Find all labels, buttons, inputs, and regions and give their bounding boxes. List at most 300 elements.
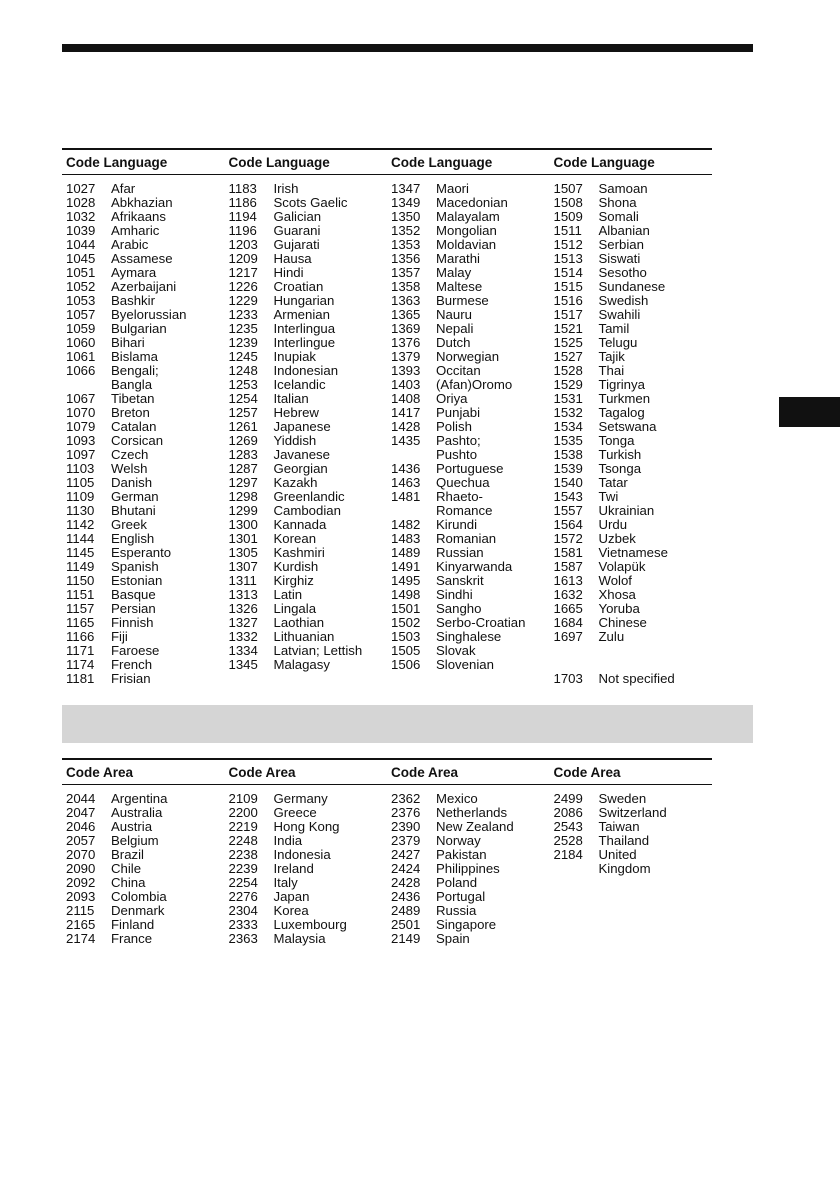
code-cell: 1305 [228, 545, 258, 560]
code-cell: 2362 [391, 791, 421, 806]
code-cell: 1060 [66, 335, 96, 350]
name-cell [599, 658, 713, 672]
name-cell: Tatar [598, 475, 628, 490]
name-cell: Bengali; [111, 363, 159, 378]
table-row [62, 616, 225, 630]
table-row [550, 672, 713, 686]
code-cell: 1181 [66, 671, 95, 686]
table-row [225, 350, 388, 364]
table-row [62, 266, 225, 280]
name-cell: Lithuanian [273, 629, 335, 644]
table-row [225, 820, 388, 834]
code-cell: 2543 [553, 819, 583, 834]
name-cell: Bhutani [111, 503, 156, 518]
header-cell: Code Area [553, 764, 621, 780]
code-cell: 1521 [553, 321, 583, 336]
code-cell: 1529 [553, 377, 583, 392]
name-cell: Philippines [436, 861, 500, 876]
name-cell: Moldavian [436, 237, 497, 252]
name-cell: Italian [273, 391, 309, 406]
code-cell: 1495 [391, 573, 421, 588]
table-row [387, 364, 550, 378]
code-cell: 2499 [553, 791, 583, 806]
name-cell: Uzbek [598, 531, 636, 546]
name-cell: Siswati [598, 251, 641, 266]
table-row [225, 904, 388, 918]
name-cell: Lingala [273, 601, 317, 616]
code-cell: 1301 [228, 531, 258, 546]
code-cell: 1298 [228, 489, 258, 504]
name-cell: Slovak [436, 643, 476, 658]
code-cell: 1376 [391, 335, 421, 350]
name-cell: Kashmiri [273, 545, 325, 560]
name-cell: Vietnamese [598, 545, 668, 560]
code-cell: 1269 [228, 433, 258, 448]
table-row [62, 658, 225, 672]
code-cell: 1194 [228, 209, 257, 224]
code-cell: 1332 [228, 629, 258, 644]
table-row [225, 588, 388, 602]
name-cell: Scots Gaelic [273, 195, 348, 210]
code-cell: 1527 [553, 349, 583, 364]
code-cell: 1697 [553, 629, 583, 644]
table-row [225, 644, 388, 658]
code-cell: 1027 [66, 181, 96, 196]
table-row [550, 280, 713, 294]
name-cell: Tsonga [598, 461, 642, 476]
code-cell: 1144 [66, 531, 95, 546]
code-cell: 1196 [228, 223, 257, 238]
section-tab-marker [779, 397, 840, 427]
code-cell: 1508 [553, 195, 583, 210]
name-cell: Hungarian [273, 293, 335, 308]
code-cell: 1528 [553, 363, 583, 378]
table-row [550, 518, 713, 532]
name-cell: Telugu [598, 335, 638, 350]
name-cell: German [111, 489, 159, 504]
code-cell: 2174 [66, 931, 96, 946]
table-row [550, 196, 713, 210]
table-header [62, 150, 712, 174]
table-row [225, 862, 388, 876]
code-cell: 1165 [66, 615, 95, 630]
code-cell: 1257 [228, 405, 258, 420]
table-row [225, 322, 388, 336]
table-row [225, 602, 388, 616]
code-cell: 1166 [66, 629, 95, 644]
code-cell: 1511 [553, 223, 582, 238]
name-cell: Denmark [111, 903, 165, 918]
code-cell: 1051 [66, 265, 96, 280]
code-cell: 1417 [391, 405, 421, 420]
name-cell: Somali [598, 209, 639, 224]
table-row [550, 806, 713, 820]
code-cell: 1149 [66, 559, 95, 574]
code-cell [62, 378, 111, 392]
table-row [387, 904, 550, 918]
table-row [387, 932, 550, 946]
code-cell: 2254 [228, 875, 258, 890]
name-cell: Inupiak [273, 349, 317, 364]
table-row [387, 644, 550, 658]
table-row [225, 918, 388, 932]
name-cell: Indonesia [273, 847, 331, 862]
table-row [225, 834, 388, 848]
name-cell: Romance [436, 503, 493, 518]
table-body [62, 175, 712, 686]
table-column [387, 182, 550, 686]
section-band [62, 705, 753, 743]
name-cell: Japanese [273, 419, 331, 434]
code-cell: 1103 [66, 461, 95, 476]
name-cell: Abkhazian [111, 195, 173, 210]
code-cell: 1109 [66, 489, 95, 504]
code-cell: 1105 [66, 475, 95, 490]
name-cell: Russia [436, 903, 477, 918]
table-column [225, 182, 388, 686]
table-row [225, 252, 388, 266]
name-cell: Tagalog [598, 405, 645, 420]
table-row [550, 574, 713, 588]
table-column [387, 792, 550, 946]
table-row [225, 280, 388, 294]
code-cell: 2304 [228, 903, 258, 918]
table-row [387, 490, 550, 504]
table-header [62, 760, 712, 784]
table-row [225, 476, 388, 490]
code-cell: 1393 [391, 363, 421, 378]
table-row [387, 210, 550, 224]
code-cell: 2248 [228, 833, 258, 848]
code-cell: 1379 [391, 349, 421, 364]
name-cell: Sundanese [598, 279, 666, 294]
code-cell: 1436 [391, 461, 421, 476]
code-cell: 1501 [391, 601, 421, 616]
table-row [225, 308, 388, 322]
table-column [62, 792, 225, 946]
language-code-table [62, 148, 712, 686]
code-cell: 1233 [228, 307, 258, 322]
table-row [62, 462, 225, 476]
code-cell: 1061 [66, 349, 96, 364]
name-cell: (Afan)Oromo [436, 377, 513, 392]
code-cell: 2046 [66, 819, 96, 834]
name-cell: Norwegian [436, 349, 500, 364]
table-row [62, 224, 225, 238]
code-cell: 2424 [391, 861, 421, 876]
code-cell: 1079 [66, 419, 96, 434]
table-row [225, 224, 388, 238]
name-cell: Kurdish [273, 559, 319, 574]
code-cell: 1299 [228, 503, 258, 518]
name-cell: Javanese [273, 447, 330, 462]
name-cell: Kazakh [273, 475, 318, 490]
name-cell: Nepali [436, 321, 474, 336]
name-cell: Greece [273, 805, 317, 820]
table-row [62, 672, 225, 686]
name-cell: Yoruba [598, 601, 640, 616]
table-row [550, 504, 713, 518]
name-cell: Amharic [111, 223, 160, 238]
name-cell: Latin [273, 587, 303, 602]
table-row [62, 532, 225, 546]
code-cell: 1253 [228, 377, 258, 392]
table-row [550, 602, 713, 616]
table-row [62, 364, 225, 378]
code-cell [550, 862, 599, 876]
table-row [387, 890, 550, 904]
name-cell: Hausa [273, 251, 312, 266]
code-cell: 2093 [66, 889, 96, 904]
table-row [387, 820, 550, 834]
name-cell: Ireland [273, 861, 314, 876]
code-cell: 1684 [553, 615, 583, 630]
table-row [387, 918, 550, 932]
header-cell: Code Language [553, 154, 655, 170]
code-cell: 1044 [66, 237, 96, 252]
code-cell: 1509 [553, 209, 583, 224]
name-cell: Setswana [598, 419, 657, 434]
name-cell: Azerbaijani [111, 279, 177, 294]
table-column [62, 182, 225, 686]
name-cell: China [111, 875, 146, 890]
code-cell: 1239 [228, 335, 258, 350]
code-cell: 2219 [228, 819, 258, 834]
name-cell: Fiji [111, 629, 128, 644]
code-cell: 1481 [391, 489, 421, 504]
table-row [225, 294, 388, 308]
name-cell: Australia [111, 805, 163, 820]
code-cell: 1514 [553, 265, 583, 280]
name-cell: Swedish [598, 293, 649, 308]
table-column [550, 182, 713, 686]
table-row [387, 406, 550, 420]
code-cell: 2276 [228, 889, 258, 904]
table-row [387, 266, 550, 280]
table-row [62, 806, 225, 820]
name-cell: Welsh [111, 461, 148, 476]
code-cell: 1097 [66, 447, 96, 462]
code-cell: 1535 [553, 433, 583, 448]
name-cell: Wolof [598, 573, 632, 588]
table-row [62, 490, 225, 504]
name-cell: Byelorussian [111, 307, 187, 322]
name-cell: Tonga [598, 433, 635, 448]
code-cell: 1538 [553, 447, 583, 462]
table-row [62, 904, 225, 918]
code-cell: 1703 [553, 671, 583, 686]
header-cell: Code Language [228, 154, 330, 170]
code-cell: 1350 [391, 209, 421, 224]
name-cell: Urdu [598, 517, 628, 532]
code-cell: 1505 [391, 643, 421, 658]
code-cell: 2165 [66, 917, 96, 932]
table-row [387, 616, 550, 630]
table-row [550, 392, 713, 406]
table-row [550, 560, 713, 574]
code-cell: 1217 [228, 265, 258, 280]
code-cell: 1532 [553, 405, 583, 420]
table-row [550, 350, 713, 364]
name-cell: Armenian [273, 307, 330, 322]
table-body [62, 785, 712, 946]
name-cell: Singapore [436, 917, 497, 932]
table-row [387, 322, 550, 336]
code-cell: 2086 [553, 805, 583, 820]
name-cell: Malayalam [436, 209, 500, 224]
code-cell [550, 644, 599, 658]
table-row [387, 574, 550, 588]
name-cell: Norway [436, 833, 481, 848]
name-cell: Polish [436, 419, 472, 434]
table-row [387, 630, 550, 644]
name-cell: Basque [111, 587, 156, 602]
table-row [225, 196, 388, 210]
header-cell: Code Language [391, 154, 493, 170]
name-cell: Georgian [273, 461, 328, 476]
table-row [550, 322, 713, 336]
table-row [62, 420, 225, 434]
code-cell: 1358 [391, 279, 421, 294]
code-cell: 1428 [391, 419, 421, 434]
code-cell: 1067 [66, 391, 96, 406]
table-row [225, 560, 388, 574]
name-cell: Twi [598, 489, 619, 504]
table-row [387, 588, 550, 602]
code-cell: 1248 [228, 363, 258, 378]
name-cell: Zulu [598, 629, 625, 644]
code-cell: 1093 [66, 433, 96, 448]
code-cell: 1151 [66, 587, 95, 602]
code-cell: 1334 [228, 643, 258, 658]
table-row [225, 364, 388, 378]
table-row [550, 364, 713, 378]
table-row [387, 862, 550, 876]
table-column [225, 792, 388, 946]
table-row [62, 848, 225, 862]
name-cell: Bashkir [111, 293, 155, 308]
name-cell: Galician [273, 209, 322, 224]
table-row [62, 560, 225, 574]
code-cell: 1226 [228, 279, 258, 294]
name-cell: Mexico [436, 791, 478, 806]
name-cell: Portugal [436, 889, 486, 904]
table-row [387, 792, 550, 806]
code-cell [550, 658, 599, 672]
name-cell: Guarani [273, 223, 321, 238]
name-cell: Persian [111, 601, 156, 616]
name-cell: Argentina [111, 791, 168, 806]
code-cell: 1186 [228, 195, 257, 210]
code-cell: 1517 [553, 307, 583, 322]
name-cell: Interlingua [273, 321, 336, 336]
table-row [62, 392, 225, 406]
table-row [550, 378, 713, 392]
table-row [387, 294, 550, 308]
table-row [62, 504, 225, 518]
code-cell: 1491 [391, 559, 421, 574]
name-cell: Pakistan [436, 847, 487, 862]
name-cell: Aymara [111, 265, 157, 280]
code-cell: 2115 [66, 903, 95, 918]
code-cell: 1311 [228, 573, 257, 588]
name-cell: Sanskrit [436, 573, 484, 588]
table-row [225, 532, 388, 546]
name-cell: Belgium [111, 833, 159, 848]
table-row [62, 182, 225, 196]
name-cell: Dutch [436, 335, 471, 350]
header-cell: Code Language [66, 154, 168, 170]
code-cell: 2200 [228, 805, 258, 820]
code-cell: 1356 [391, 251, 421, 266]
table-row [62, 932, 225, 946]
name-cell: Malagasy [273, 657, 330, 672]
table-row [225, 546, 388, 560]
top-rule [62, 44, 753, 52]
name-cell: Kingdom [598, 861, 651, 876]
code-cell: 1363 [391, 293, 421, 308]
table-row [550, 294, 713, 308]
name-cell: Bihari [111, 335, 145, 350]
table-row [62, 196, 225, 210]
table-row [225, 420, 388, 434]
table-row [387, 462, 550, 476]
code-cell: 2501 [391, 917, 421, 932]
table-row [387, 876, 550, 890]
header-cell: Code Area [391, 764, 459, 780]
table-row [62, 630, 225, 644]
name-cell: Volapük [598, 559, 646, 574]
name-cell: Sangho [436, 601, 482, 616]
table-row [62, 890, 225, 904]
name-cell: Brazil [111, 847, 144, 862]
code-cell: 2057 [66, 833, 96, 848]
name-cell: India [273, 833, 303, 848]
table-row [225, 238, 388, 252]
table-row [387, 420, 550, 434]
table-row [387, 336, 550, 350]
name-cell: Pushto [436, 447, 478, 462]
name-cell: Esperanto [111, 545, 172, 560]
table-row [550, 308, 713, 322]
table-row [550, 820, 713, 834]
code-cell: 1482 [391, 517, 421, 532]
name-cell: Laothian [273, 615, 325, 630]
table-row [387, 848, 550, 862]
table-row [550, 862, 713, 876]
code-cell: 1313 [228, 587, 258, 602]
code-cell: 1142 [66, 517, 95, 532]
name-cell: Punjabi [436, 405, 480, 420]
name-cell: Not specified [598, 671, 675, 686]
name-cell: Tamil [598, 321, 630, 336]
name-cell: Kirundi [436, 517, 478, 532]
code-cell: 1039 [66, 223, 96, 238]
name-cell: Hindi [273, 265, 304, 280]
code-cell: 1369 [391, 321, 421, 336]
table-row [550, 252, 713, 266]
table-row [62, 476, 225, 490]
table-row [550, 448, 713, 462]
name-cell: Kirghiz [273, 573, 314, 588]
table-row [550, 210, 713, 224]
code-cell: 1531 [553, 391, 583, 406]
code-cell: 1557 [553, 503, 583, 518]
name-cell: Quechua [436, 475, 490, 490]
name-cell: Austria [111, 819, 153, 834]
code-cell: 1157 [66, 601, 95, 616]
code-cell: 1365 [391, 307, 421, 322]
